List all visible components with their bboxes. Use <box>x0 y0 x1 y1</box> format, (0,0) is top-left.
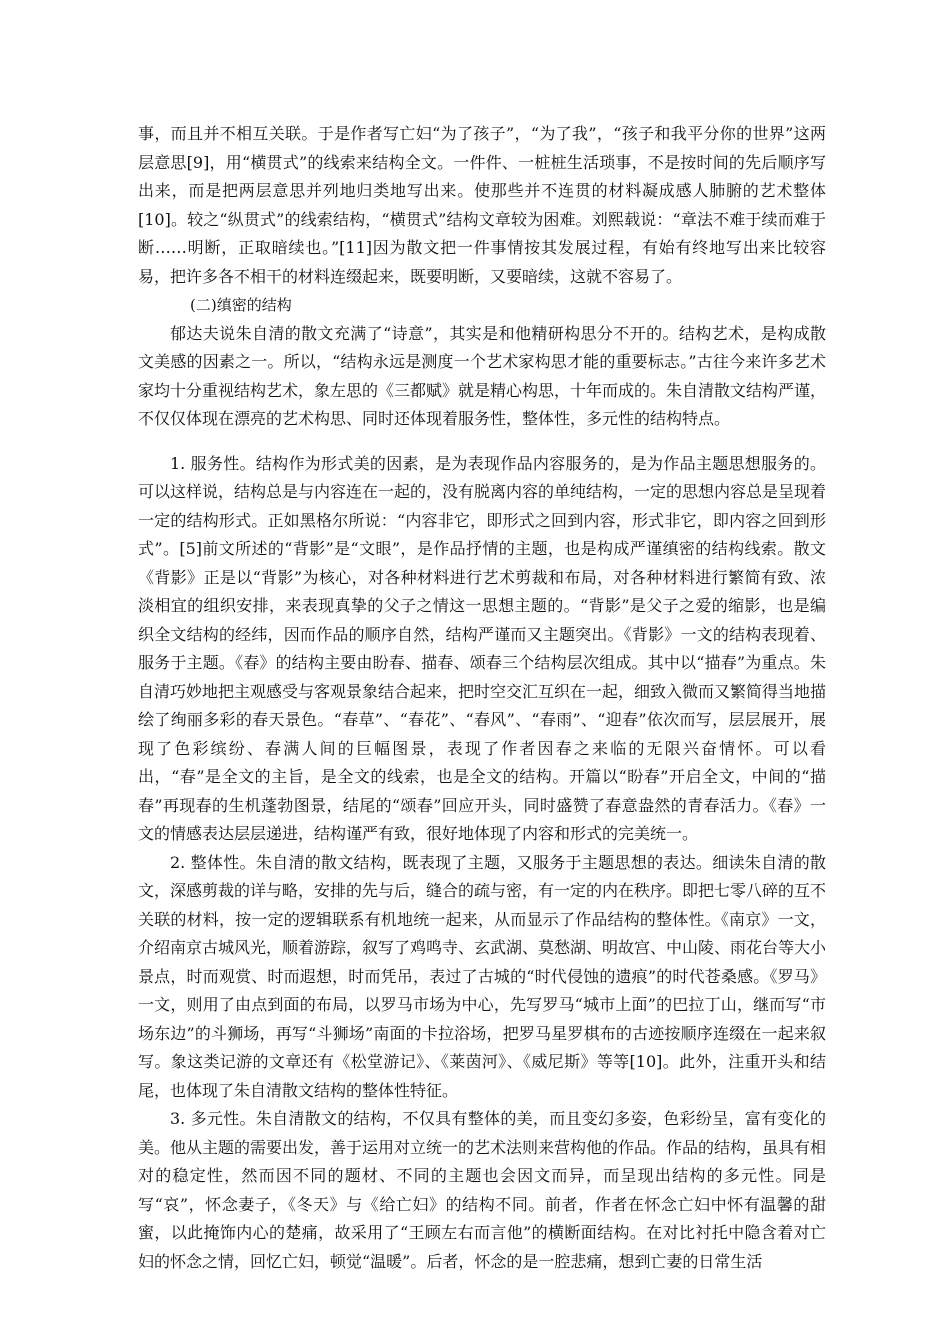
intro-paragraph: 郁达夫说朱自清的散文充满了“诗意”，其实是和他精研构思分不开的。结构艺术，是构成散文美感的因素之一。所以，“结构永远是测度一个艺术家构思才能的重要标志。”古往今来许多艺术家均十分重视结构艺术，象左思的《三都赋》就是精心构思，十年而成的。朱自清散文结构严谨，不仅仅体现在漂亮的艺术构思、同时还体现着服务性，整体性，多元性的结构特点。 <box>138 323 827 428</box>
point-service-paragraph: 1. 服务性。结构作为形式美的因素，是为表现作品内容服务的，是为作品主题思想服务的。可以这样说，结构总是与内容连在一起的，没有脱离内容的单纯结构，一定的思想内容总是呈现着一定的结构形式。正如黑格尔所说：“内容非它，即形式之回到内容，形式非它，即内容之回到形式”。[5]前文所述的“背影”是“文眼”，是作品抒情的主题，也是构成严谨缜密的结构线索。散文《背影》正是以“背影”为核心，对各种材料进行艺术剪裁和布局，对各种材料进行繁简有致、浓淡相宜的组织安排，来表现真挚的父子之情这一思想主题的。“背影”是父子之爱的缩影，也是编织全文结构的经纬，因而作品的顺序自然，结构严谨而又主题突出。《背影》一文的结构表现着、服务于主题。《春》的结构主要由盼春、描春、颂春三个结构层次组成。其中以“描春”为重点。朱自清巧妙地把主观感受与客观景象结合起来，把时空交汇互织在一起，细致入微而又繁简得当地描绘了绚丽多彩的春天景色。“春草”、“春花”、“春风”、“春雨”、“迎春”依次而写，层层展开，展现了色彩缤纷、春满人间的巨幅图景，表现了作者因春之来临的无限兴奋情怀。可以看出，“春”是全文的主旨，是全文的线索，也是全文的结构。开篇以“盼春”开启全文，中间的“描春”再现春的生机蓬勃图景，结尾的“颂春”回应开头，同时盛赞了春意盎然的青春活力。《春》一文的情感表达层层递进，结构谨严有致，很好地体现了内容和形式的完美统一。 <box>138 453 827 843</box>
point-diversity-paragraph: 3. 多元性。朱自清散文的结构，不仅具有整体的美，而且变幻多姿，色彩纷呈，富有变化的美。他从主题的需要出发，善于运用对立统一的艺术法则来营构他的作品。作品的结构，虽具有相对的稳定性，然而因不同的题材、不同的主题也会因文而异，而呈现出结构的多元性。同是写“哀”，怀念妻子，《冬天》与《给亡妇》的结构不同。前者，作者在怀念亡妇中怀有温馨的甜蜜，以此掩饰内心的楚痛，故采用了“王顾左右而言他”的横断面结构。在对比衬托中隐含着对亡妇的怀念之情，回忆亡妇，顿觉“温暖”。后者，怀念的是一腔悲痛，想到亡妻的日常生活 <box>138 1109 827 1271</box>
paragraph-spacer <box>138 434 826 450</box>
point-integrity-paragraph: 2. 整体性。朱自清的散文结构，既表现了主题，又服务于主题思想的表达。细读朱自清的散文，深感剪裁的详与略，安排的先与后，缝合的疏与密，有一定的内在秩序。即把七零八碎的互不关联的材料，按一定的逻辑联系有机地统一起来，从而显示了作品结构的整体性。《南京》一文，介绍南京古城风光，顺着游踪，叙写了鸡鸣寺、玄武湖、莫愁湖、明故宫、中山陵、雨花台等大小景点，时而观赏、时而遐想，时而凭吊，表过了古城的“时代侵蚀的遗痕”的时代苍桑感。《罗马》一文，则用了由点到面的布局，以罗马市场为中心，先写罗马“城市上面”的巴拉丁山，继而写“市场东边”的斗狮场，再写“斗狮场”南面的卡拉浴场，把罗马星罗棋布的古迹按顺序连缀在一起来叙写。象这类记游的文章还有《松堂游记》、《莱茵河》、《威尼斯》等等[10]。此外，注重开头和结尾，也体现了朱自清散文结构的整体性特征。 <box>138 852 827 1100</box>
document-page <box>138 120 826 1276</box>
section-heading: (二)缜密的结构 <box>190 296 292 314</box>
continuation-paragraph: 事，而且并不相互关联。于是作者写亡妇“为了孩子”，“为了我”，“孩子和我平分你的世界”这两层意思[9]，用“横贯式”的线索来结构全文。一件件、一桩桩生活琐事，不是按时间的先后顺序写出来，而是把两层意思并列地归类地写出来。使那些并不连贯的材料凝成感人肺腑的艺术整体[10]。较之“纵贯式”的线索结构，“横贯式”结构文章较为困难。刘熙载说：“章法不难于续而难于断……明断，正取暗续也。”[11]因为散文把一件事情按其发展过程，有始有终地写出来比较容易，把许多各不相干的材料连缀起来，既要明断，又要暗续，这就不容易了。 <box>138 124 826 286</box>
